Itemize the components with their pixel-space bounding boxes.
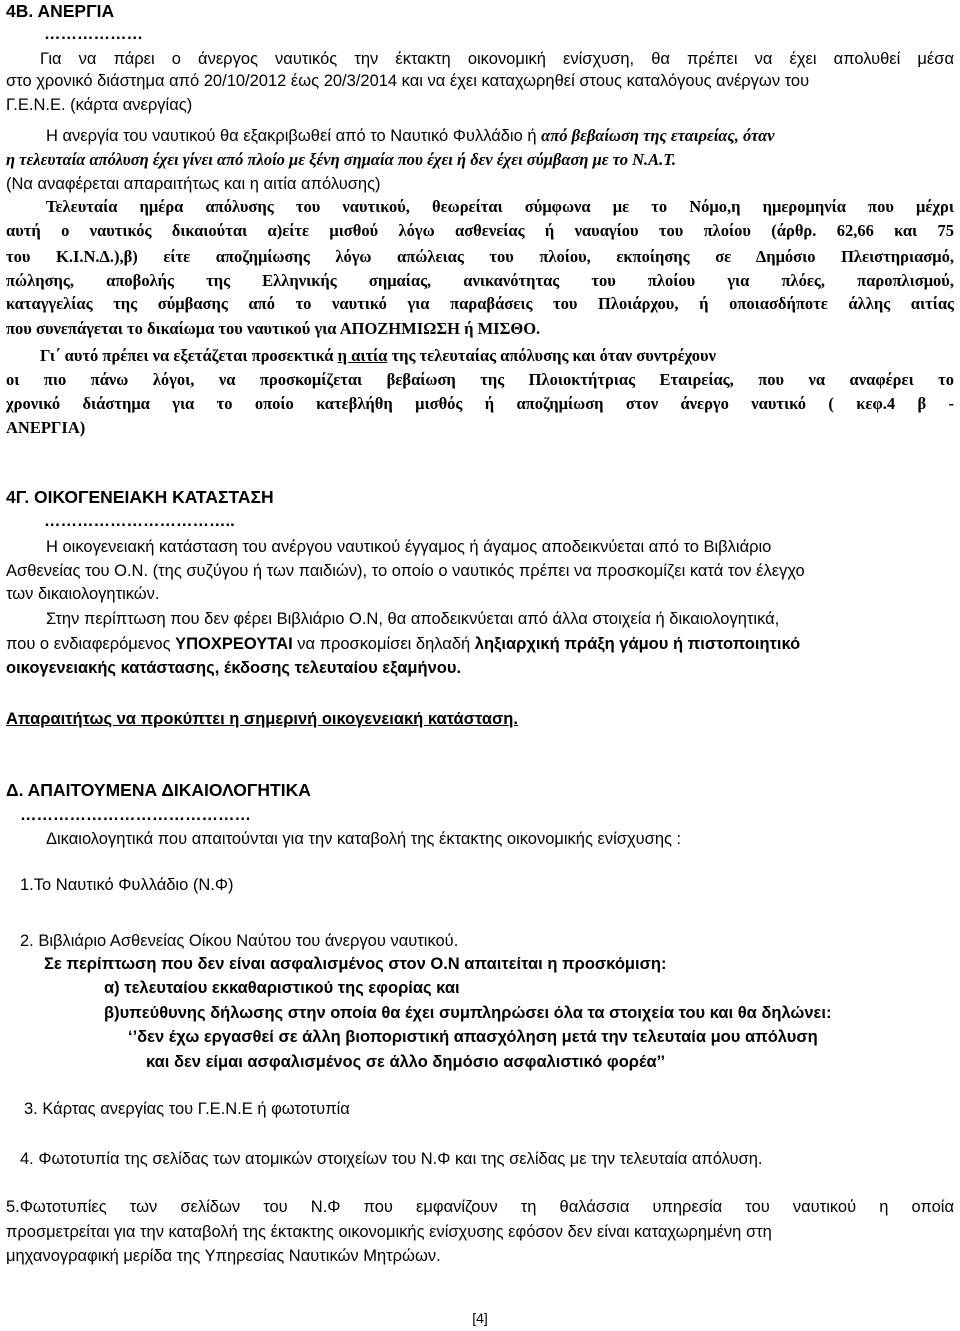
- d-item-5-line2: προσμετρείται για την καταβολή της έκτακτης οικονομικής ενίσχυσης εφόσον δεν είναι καταχωρημένη στη: [6, 1223, 772, 1241]
- heading-4b: 4Β. ΑΝΕΡΓΙΑ: [6, 1, 115, 21]
- p4b-2-line2: η τελευταία απόλυση έχει γίνει από πλοίο με ξένη σημαία που έχει ή δεν έχει σύμβαση με το Ν.Α.Τ.: [6, 150, 676, 169]
- p4c-1-line3: των δικαιολογητικών.: [6, 585, 160, 603]
- p4b-3-line6: που συνεπάγεται το δικαίωμα του ναυτικού για ΑΠΟΖΗΜΙΩΣΗ ή ΜΙΣΘΟ.: [6, 319, 541, 338]
- d-item-2-note: Σε περίπτωση που δεν είναι ασφαλισμένος στον Ο.Ν απαιτείται η προσκόμιση:: [44, 955, 667, 973]
- heading-d: Δ. ΑΠΑΙΤΟΥΜΕΝΑ ΔΙΚΑΙΟΛΟΓΗΤΙΚΑ: [6, 780, 311, 800]
- dots-d: ……………………………………: [20, 806, 251, 824]
- p4b-4-line3: χρονικό διάστημα για το οποίο κατεβλήθη μισθός ή αποζημίωση στον άνεργο ναυτικό ( κεφ.4 β -: [6, 394, 954, 413]
- d-item-5-line3: μηχανογραφική μερίδα της Υπηρεσίας Ναυτικών Μητρώων.: [6, 1247, 441, 1265]
- d-item-2-quote-1: ‘’δεν έχω εργασθεί σε άλλη βιοποριστική απασχόληση μετά την τελευταία μου απόλυση: [128, 1028, 818, 1046]
- p4b-4-line4: ΑΝΕΡΓΙΑ): [6, 418, 86, 437]
- p4b-3-line5: καταγγελίας της σύμβασης από το ναυτικό για παραβάσεις του Πλοιάρχου, ή οποιασδήποτε άλλης αιτίας: [6, 294, 954, 313]
- p4c-2-line2-c: να προσκομίσει δηλαδή: [292, 635, 475, 653]
- p4c-1-line2: Ασθενείας του Ο.Ν. (της συζύγου ή των παιδιών), το οποίο ο ναυτικός πρέπει να προσκομίζει κατά τον έλεγχο: [6, 562, 805, 580]
- p4b-4-line1-underlined: η αιτία: [337, 346, 388, 365]
- d-item-2: 2. Βιβλιάριο Ασθενείας Οίκου Ναύτου του άνεργου ναυτικού.: [20, 932, 459, 950]
- p4b-2-line3: (Να αναφέρεται απαραιτήτως και η αιτία απόλυσης): [6, 175, 381, 193]
- d-item-1: 1.Το Ναυτικό Φυλλάδιο (Ν.Φ): [20, 876, 234, 894]
- p4c-2-line2: [6, 633, 954, 655]
- p4b-2-line1: [46, 125, 954, 147]
- p4b-2-line1-bold: από βεβαίωση της εταιρείας, όταν: [541, 126, 775, 145]
- page-number: [4]: [472, 1310, 488, 1326]
- p4c-1-line1: Η οικογενειακή κατάσταση του ανέργου ναυτικού έγγαμος ή άγαμος αποδεικνύεται από το Βιβλιάριο: [46, 538, 772, 556]
- p4b-2-line1-plain: Η ανεργία του ναυτικού θα εξακριβωθεί από το Ναυτικό Φυλλάδιο ή: [46, 127, 542, 145]
- d-item-5-line1: 5.Φωτοτυπίες των σελίδων του Ν.Φ που εμφανίζουν τη θαλάσσια υπηρεσία του ναυτικού η οποία: [6, 1198, 954, 1216]
- heading-4c: 4Γ. ΟΙΚΟΓΕΝΕΙΑΚΗ ΚΑΤΑΣΤΑΣΗ: [6, 487, 274, 507]
- p4b-3-line1: Τελευταία ημέρα απόλυσης του ναυτικού, θεωρείται σύμφωνα με το Νόμο,η ημερομηνία που μέχρι: [46, 197, 954, 216]
- p4c-2-line1: Στην περίπτωση που δεν φέρει Βιβλιάριο Ο.Ν, θα αποδεικνύεται από άλλα στοιχεία ή δικαιολογητικά,: [46, 610, 780, 628]
- dots-4b: ………………: [44, 25, 143, 43]
- p4b-1-line3: Γ.Ε.Ν.Ε. (κάρτα ανεργίας): [6, 96, 193, 114]
- p4b-3-line4: πώλησης, αποβολής της Ελληνικής σημαίας, ανικανότητας του πλοίου για πλόες, παροπλισμού,: [6, 271, 954, 290]
- d-item-3: 3. Κάρτας ανεργίας του Γ.Ε.Ν.Ε ή φωτοτυπία: [24, 1100, 350, 1118]
- p4b-1-line2: στο χρονικό διάστημα από 20/10/2012 έως 20/3/2014 και να έχει καταχωρηθεί στους καταλόγους ανέργων του: [6, 72, 810, 90]
- p4b-1-line1: Για να πάρει ο άνεργος ναυτικός την έκτακτη οικονομική ενίσχυση, θα πρέπει να έχει απολυθεί μέσα: [40, 50, 954, 68]
- dots-4c: ……………………………..: [44, 512, 235, 530]
- p4c-2-line2-a: που ο ενδιαφερόμενος: [6, 635, 176, 653]
- p4b-3-line3: του Κ.Ι.Ν.Δ.),β) είτε αποζημίωσης λόγω απώλειας του πλοίου, εκποίησης σε Δημόσιο Πλειστηριασμό,: [6, 247, 954, 266]
- d-item-2-a: α) τελευταίου εκκαθαριστικού της εφορίας και: [104, 979, 460, 997]
- p4b-4-line1-a: Γι΄ αυτό πρέπει να εξετάζεται προσεκτικά: [40, 346, 338, 365]
- p4b-4-line1: [40, 345, 954, 367]
- d-item-4: 4. Φωτοτυπία της σελίδας των ατομικών στοιχείων του Ν.Φ και της σελίδας με την τελευταία απόλυση.: [20, 1150, 763, 1168]
- p4c-note: Απαραιτήτως να προκύπτει η σημερινή οικογενειακή κατάσταση.: [6, 710, 518, 728]
- p4b-4-line1-c: της τελευταίας απόλυσης και όταν συντρέχουν: [387, 346, 716, 365]
- p4c-2-line3: οικογενειακής κατάστασης, έκδοσης τελευταίου εξαμήνου.: [6, 659, 462, 677]
- p4b-3-line2: αυτή ο ναυτικός δικαιούται α)είτε μισθού λόγω ασθενείας ή ναυαγίου του πλοίου (άρθρ. 62,66 και 75: [6, 221, 954, 240]
- p4c-2-line2-doc: ληξιαρχική πράξη γάμου ή πιστοποιητικό: [474, 635, 801, 653]
- p4c-2-line2-obligated: ΥΠΟΧΡΕΟΥΤΑΙ: [175, 635, 293, 653]
- d-intro: Δικαιολογητικά που απαιτούνται για την καταβολή της έκτακτης οικονομικής ενίσχυσης :: [46, 830, 682, 848]
- d-item-2-quote-2: και δεν είμαι ασφαλισμένος σε άλλο δημόσιο ασφαλιστικό φορέα’’: [146, 1053, 666, 1071]
- d-item-2-b: β)υπεύθυνης δήλωσης στην οποία θα έχει συμπληρώσει όλα τα στοιχεία του και θα δηλώνει:: [104, 1004, 832, 1022]
- p4b-4-line2: οι πιο πάνω λόγοι, να προσκομίζεται βεβαίωση της Πλοιοκτήτριας Εταιρείας, που να αναφέρει το: [6, 370, 954, 389]
